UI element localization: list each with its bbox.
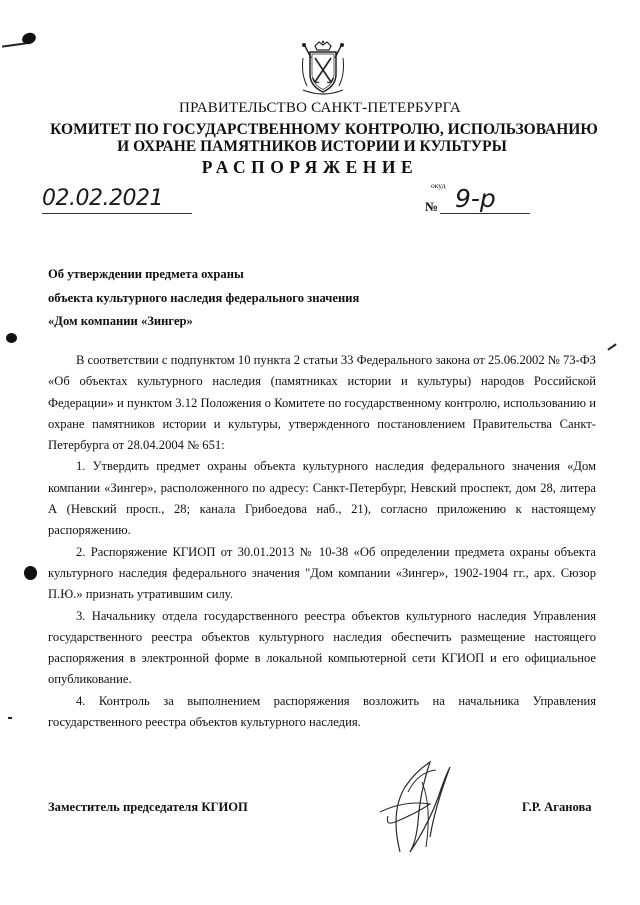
- subject-line1: Об утверждении предмета охраны: [48, 267, 244, 281]
- document-number: 9-р: [455, 184, 496, 213]
- preamble-paragraph: В соответствии с подпунктом 10 пункта 2 статьи 33 Федерального закона от 25.06.2002 № 73-ФЗ «Об объектах культурного наследия (памятниках истории и культуры) народов Российской Федерации» и пунктом 3.12 Положения о Комитете по государственному контролю, использованию и охране памятников истории и культуры, утвержденного постановлением Правительства Санкт-Петербурга от 28.04.2004 № 651:: [48, 353, 596, 453]
- committee-name-line2: И ОХРАНЕ ПАМЯТНИКОВ ИСТОРИИ И КУЛЬТУРЫ: [117, 138, 507, 155]
- subject-line3: «Дом компании «Зингер»: [48, 314, 193, 328]
- signatory-name: Г.Р. Аганова: [522, 800, 592, 814]
- ink-stroke: [2, 42, 26, 47]
- document-body: [48, 350, 596, 733]
- date-underline: [42, 213, 192, 214]
- number-underline: [440, 213, 530, 214]
- signatory-position: Заместитель председателя КГИОП: [48, 800, 248, 814]
- number-sign: №: [425, 199, 439, 214]
- government-name: ПРАВИТЕЛЬСТВО САНКТ-ПЕТЕРБУРГА: [179, 100, 461, 116]
- document-date: 02.02.2021: [42, 186, 163, 211]
- order-item-3: 3. Начальнику отдела государственного реестра объектов культурного наследия Управления государственного реестра объектов культурного наследия обеспечить размещение настоящего распоряжения в электронной форме в локальной компьютерной сети КГИОП и его официальное опубликование.: [48, 608, 596, 687]
- subject-line2: объекта культурного наследия федерального значения: [48, 291, 360, 305]
- pen-mark: [8, 717, 12, 719]
- handwritten-signature: [360, 752, 470, 862]
- order-item-1: 1. Утвердить предмет охраны объекта культурного наследия федерального значения «Дом компании «Зингер», расположенного по адресу: Санкт-Петербург, Невский проспект, дом 28, литера А (Невский просп., 28; канала Грибоедова наб., 21), согласно приложению к настоящему распоряжению.: [48, 459, 596, 538]
- order-item-4: 4. Контроль за выполнением распоряжения возложить на начальника Управления государственного реестра объектов культурного наследия.: [48, 693, 596, 730]
- committee-name-line1: КОМИТЕТ ПО ГОСУДАРСТВЕННОМУ КОНТРОЛЮ, ИСПОЛЬЗОВАНИЮ: [50, 121, 598, 138]
- saint-petersburg-coat-of-arms-icon: [299, 40, 347, 96]
- punch-hole-mark: [24, 566, 37, 580]
- punch-hole-mark: [6, 333, 17, 343]
- document-type-title: РАСПОРЯЖЕНИЕ: [201, 157, 419, 177]
- order-item-2: 2. Распоряжение КГИОП от 30.01.2013 № 10-38 «Об определении предмета охраны объекта культурного наследия федерального значения "Дом компании «Зингер», 1902-1904 гг., арх. Сюзор П.Ю.» признать утратившим силу.: [48, 544, 596, 602]
- okud-label: окуд: [431, 181, 446, 190]
- pen-mark: [607, 343, 616, 350]
